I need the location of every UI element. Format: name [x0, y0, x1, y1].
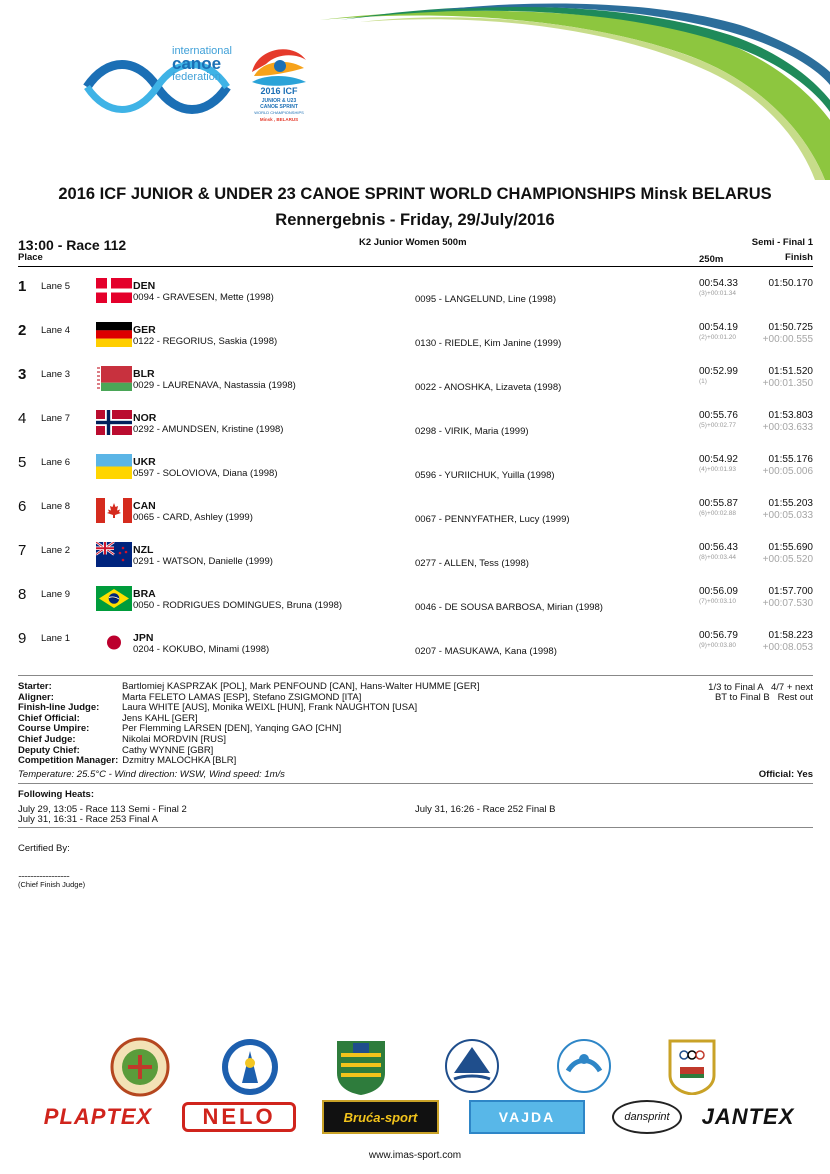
place-rank: 1	[18, 278, 27, 295]
split-rank: (8)+00:03.44	[699, 554, 737, 561]
finish-time: 01:53.803	[768, 410, 813, 421]
country-code: JPN	[133, 632, 154, 644]
athlete-1: 0291 - WATSON, Danielle (1999)	[133, 556, 273, 567]
split-rank: (2)+00:01.20	[699, 334, 737, 341]
result-row	[0, 366, 830, 410]
athlete-2: 0277 - ALLEN, Tess (1998)	[415, 558, 529, 569]
finish-gap: +00:00.555	[762, 334, 813, 345]
split-time-250m: 00:55.87	[699, 498, 738, 509]
sponsor-jantex	[703, 1100, 793, 1134]
athlete-2: 0022 - ANOSHKA, Lizaveta (1998)	[415, 382, 562, 393]
result-row	[0, 278, 830, 322]
official-role: Chief Official:	[18, 712, 80, 724]
country-code: NOR	[133, 412, 157, 424]
icf-logo-line2: canoe	[172, 54, 222, 73]
split-rank: (5)+00:02.77	[699, 422, 737, 429]
place-rank: 5	[18, 454, 27, 471]
page-title: 2016 ICF JUNIOR & UNDER 23 CANOE SPRINT WORLD CHAMPIONSHIPS Minsk BELARUS	[58, 185, 772, 203]
official-row	[18, 735, 236, 746]
country-flag-icon	[96, 278, 132, 303]
sponsor-nelo-text: NELO	[202, 1104, 276, 1129]
weather-conditions: Temperature: 25.5°C - Wind direction: WSW, Wind speed: 1m/s	[18, 769, 285, 780]
result-row	[0, 410, 830, 454]
official-role: Aligner:	[18, 691, 54, 703]
header-divider	[18, 266, 813, 267]
lane-number: Lane 3	[41, 369, 71, 380]
place-rank: 9	[18, 630, 27, 647]
column-header-250m: 250m	[699, 254, 724, 265]
country-code: UKR	[133, 456, 156, 468]
result-row	[0, 322, 830, 366]
sponsor-vajda	[469, 1100, 585, 1134]
split-time-250m: 00:52.99	[699, 366, 738, 377]
athlete-2: 0067 - PENNYFATHER, Lucy (1999)	[415, 514, 570, 525]
official-row	[18, 756, 236, 767]
athlete-1: 0050 - RODRIGUES DOMINGUES, Bruna (1998)	[133, 600, 343, 611]
country-code: BLR	[133, 368, 155, 380]
athlete-1: 0029 - LAURENAVA, Nastassia (1998)	[133, 380, 296, 391]
country-code: NZL	[133, 544, 154, 556]
officials-list	[18, 681, 480, 767]
following-heat-item: July 31, 16:31 - Race 253 Final A	[18, 814, 158, 825]
result-row	[0, 630, 830, 674]
icf-logo	[82, 42, 232, 127]
divider	[18, 827, 813, 828]
country-flag-icon	[96, 322, 132, 347]
athlete-2: 0207 - MASUKAWA, Kana (1998)	[415, 646, 557, 657]
sponsor-bruca-sport-text: Bruća-sport	[343, 1109, 418, 1125]
split-rank: (9)+00:03.80	[699, 642, 737, 649]
official-names: Marta FELETO LAMAS [ESP], Stefano ZSIGMOND [ITA]	[122, 691, 362, 703]
athlete-1: 0122 - REGORIUS, Saskia (1998)	[133, 336, 278, 347]
official-role: Finish-line Judge:	[18, 702, 100, 714]
official-role: Chief Judge:	[18, 733, 76, 745]
sponsor-nelo	[182, 1102, 296, 1132]
qualification-rule-2: BT to Final B Rest out	[714, 692, 813, 703]
result-row	[0, 454, 830, 498]
lane-number: Lane 5	[41, 281, 71, 292]
sponsor-jantex-text: JANTEX	[701, 1104, 795, 1129]
country-flag-icon	[96, 542, 132, 567]
following-heat-item: July 31, 16:26 - Race 252 Final B	[415, 804, 556, 815]
athlete-1: 0065 - CARD, Ashley (1999)	[133, 512, 253, 523]
race-event-name: K2 Junior Women 500m	[359, 237, 467, 248]
qualification-rule-1: 1/3 to Final A 4/7 + next	[708, 682, 813, 693]
finish-gap: +00:05.006	[762, 466, 813, 477]
emblem-olympic-committee-icon	[664, 1037, 720, 1095]
country-flag-icon	[96, 454, 132, 479]
country-flag-icon	[96, 630, 132, 655]
split-time-250m: 00:56.79	[699, 630, 738, 641]
finish-time: 01:51.520	[768, 366, 813, 377]
lane-number: Lane 2	[41, 545, 71, 556]
following-heats-title: Following Heats:	[18, 789, 94, 800]
race-time-label: 13:00 - Race 112	[18, 237, 127, 253]
split-time-250m: 00:56.43	[699, 542, 738, 553]
country-flag-icon	[96, 586, 132, 611]
column-header-place: Place	[18, 252, 43, 263]
athlete-1: 0292 - AMUNDSEN, Kristine (1998)	[133, 424, 284, 435]
athlete-1: 0094 - GRAVESEN, Mette (1998)	[133, 292, 274, 303]
athlete-1: 0597 - SOLOVIOVA, Diana (1998)	[133, 468, 278, 479]
split-rank: (7)+00:03.10	[699, 598, 737, 605]
official-names: Bartlomiej KASPRZAK [POL], Mark PENFOUND [CAN], Hans-Walter HUMME [GER]	[122, 681, 480, 692]
split-rank: (1)	[699, 378, 707, 385]
place-rank: 7	[18, 542, 27, 559]
lane-number: Lane 8	[41, 501, 71, 512]
country-code: CAN	[133, 500, 156, 512]
lane-number: Lane 6	[41, 457, 71, 468]
sponsor-bruca-sport	[322, 1100, 439, 1134]
official-names: Jens KAHL [GER]	[122, 712, 198, 724]
emblem-federation-icon	[556, 1037, 612, 1095]
sponsor-plaptex-text: PLAPTEX	[43, 1104, 153, 1129]
athlete-2: 0130 - RIEDLE, Kim Janine (1999)	[415, 338, 562, 349]
split-time-250m: 00:54.92	[699, 454, 738, 465]
result-row	[0, 586, 830, 630]
official-names: Laura WHITE [AUS], Monika WEIXL [HUN], Frank NAUGHTON [USA]	[122, 702, 418, 714]
finish-time: 01:58.223	[768, 630, 813, 641]
country-code: GER	[133, 324, 156, 336]
country-code: DEN	[133, 280, 156, 292]
athlete-1: 0204 - KOKUBO, Minami (1998)	[133, 644, 270, 655]
icf-logo-line1: international	[172, 45, 232, 57]
official-role: Competition Manager:	[18, 755, 119, 767]
lane-number: Lane 4	[41, 325, 71, 336]
finish-time: 01:50.725	[768, 322, 813, 333]
split-time-250m: 00:54.33	[699, 278, 738, 289]
chief-finish-judge-label: (Chief Finish Judge)	[18, 880, 86, 889]
official-names: Nikolai MORDVIN [RUS]	[122, 733, 226, 745]
finish-time: 01:55.203	[768, 498, 813, 509]
divider	[18, 783, 813, 784]
official-role: Starter:	[18, 681, 52, 692]
sponsor-plaptex	[37, 1100, 159, 1134]
country-flag-icon	[96, 498, 132, 523]
country-flag-icon	[96, 366, 132, 391]
official-names: Dzmitry MALOCHKA [BLR]	[122, 755, 237, 767]
page-subtitle: Rennergebnis - Friday, 29/July/2016	[275, 211, 555, 229]
split-rank: (6)+00:02.88	[699, 510, 737, 517]
athlete-2: 0095 - LANGELUND, Line (1998)	[415, 294, 556, 305]
athlete-2: 0298 - VIRIK, Maria (1999)	[415, 426, 529, 437]
finish-time: 01:55.176	[768, 454, 813, 465]
finish-time: 01:57.700	[768, 586, 813, 597]
sponsor-dansprint	[612, 1100, 682, 1134]
official-row	[18, 681, 480, 693]
split-rank: (4)+00:01.93	[699, 466, 737, 473]
place-rank: 4	[18, 410, 27, 427]
place-rank: 3	[18, 366, 27, 383]
official-status: Official: Yes	[758, 769, 813, 780]
finish-time: 01:50.170	[768, 278, 813, 289]
lane-number: Lane 7	[41, 413, 71, 424]
finish-gap: +00:01.350	[762, 378, 813, 389]
place-rank: 2	[18, 322, 27, 339]
certified-by-label: Certified By:	[18, 843, 70, 854]
header-swoosh-graphic	[300, 0, 830, 185]
split-time-250m: 00:54.19	[699, 322, 738, 333]
champ-logo-line2: JUNIOR & U23	[261, 98, 297, 104]
official-role: Course Umpire:	[18, 723, 90, 735]
athlete-2: 0046 - DE SOUSA BARBOSA, Mirian (1998)	[415, 602, 603, 613]
lane-number: Lane 1	[41, 633, 71, 644]
finish-time: 01:55.690	[768, 542, 813, 553]
official-names: Cathy WYNNE [GBR]	[122, 744, 214, 756]
country-flag-icon	[96, 410, 132, 435]
place-rank: 6	[18, 498, 27, 515]
following-heat-item: July 29, 13:05 - Race 113 Semi - Final 2	[18, 804, 187, 815]
column-header-finish: Finish	[785, 252, 813, 263]
split-time-250m: 00:56.09	[699, 586, 738, 597]
split-rank: (3)+00:01.34	[699, 290, 737, 297]
result-row	[0, 498, 830, 542]
emblem-crest-icon	[110, 1037, 170, 1097]
athlete-2: 0596 - YURIICHUK, Yuilla (1998)	[415, 470, 555, 481]
champ-logo-line3: CANOE SPRINT	[260, 104, 298, 110]
sponsor-vajda-text: VAJDA	[498, 1109, 556, 1125]
emblem-rowing-icon	[444, 1037, 500, 1095]
divider	[18, 675, 813, 676]
champ-logo-line5: Minsk , BELARUS	[259, 117, 299, 122]
finish-gap: +00:07.530	[762, 598, 813, 609]
official-names: Per Flemming LARSEN [DEN], Yanqing GAO [CHN]	[122, 723, 342, 735]
official-role: Deputy Chief:	[18, 744, 80, 756]
champ-logo-line4: WORLD CHAMPIONSHIPS	[254, 110, 304, 115]
emblem-city-icon	[220, 1037, 280, 1097]
finish-gap: +00:08.053	[762, 642, 813, 653]
lane-number: Lane 9	[41, 589, 71, 600]
result-row	[0, 542, 830, 586]
icf-logo-line3: federation	[172, 71, 221, 83]
footer-url: www.imas-sport.com	[368, 1150, 462, 1161]
champ-logo-line1: 2016 ICF	[260, 86, 298, 96]
championship-logo	[248, 42, 310, 128]
finish-gap: +00:05.520	[762, 554, 813, 565]
finish-gap: +00:05.033	[762, 510, 813, 521]
race-round: Semi - Final 1	[751, 237, 813, 248]
finish-gap: +00:03.633	[762, 422, 813, 433]
split-time-250m: 00:55.76	[699, 410, 738, 421]
sponsor-dansprint-text: dansprint	[624, 1111, 670, 1123]
place-rank: 8	[18, 586, 27, 603]
country-code: BRA	[133, 588, 156, 600]
emblem-shield-icon	[333, 1037, 389, 1097]
signature-line: ..................................	[18, 869, 70, 879]
